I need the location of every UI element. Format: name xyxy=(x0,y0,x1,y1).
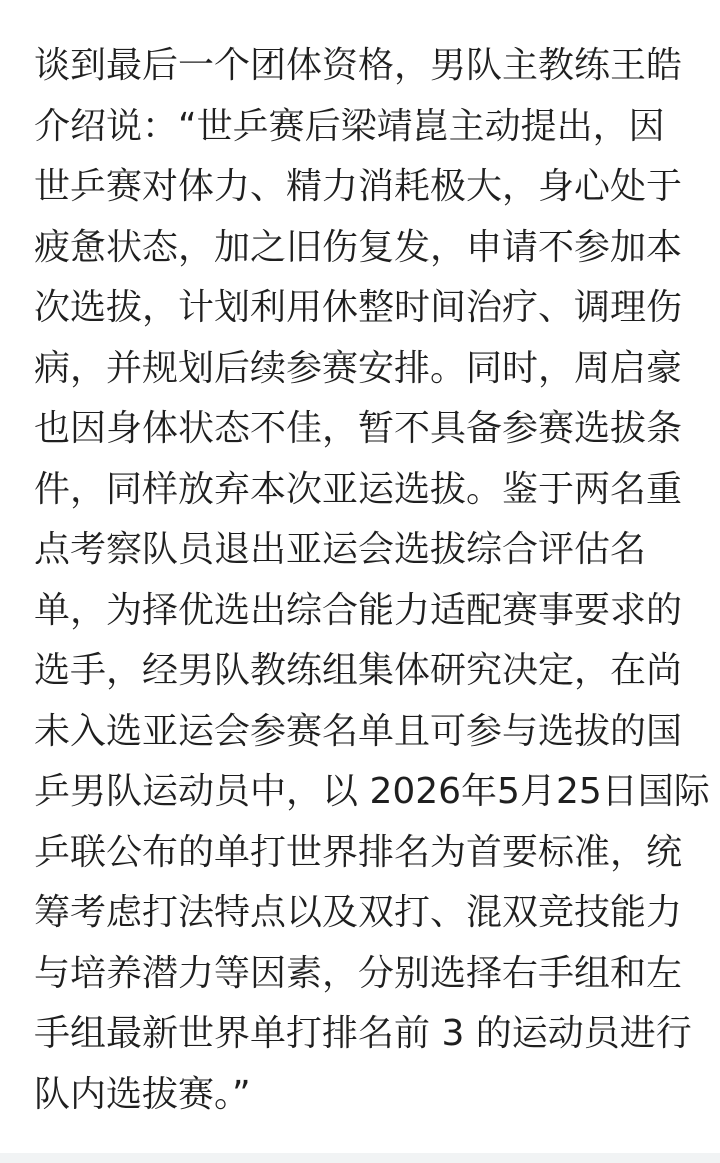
text-line: 世乒赛对体力、精力消耗极大，身心处于 xyxy=(34,166,683,207)
text-line: 疲惫状态，加之旧伤复发，申请不参加本 xyxy=(34,226,683,268)
text-line: 未入选亚运会参赛名单且可参与选拔的国 xyxy=(34,710,683,752)
text-line: 次选拔，计划利用休整时间治疗、调理伤 xyxy=(34,287,683,328)
article-body xyxy=(0,36,720,1125)
text-line: 单，为择优选出综合能力适配赛事要求的 xyxy=(34,589,683,631)
text-line: 也因身体状态不佳，暂不具备参赛选拔条 xyxy=(34,408,683,449)
text-line: 选手，经男队教练组集体研究决定，在尚 xyxy=(34,650,683,691)
text-line: 病，并规划后续参赛安排。同时，周启豪 xyxy=(34,347,683,389)
text-line: 乒男队运动员中，以 2026年5月25日国际 xyxy=(34,771,710,812)
text-line: 介绍说：“世乒赛后梁靖崑主动提出，因 xyxy=(34,105,665,147)
bottom-divider xyxy=(0,1153,720,1163)
text-line: 乒联公布的单打世界排名为首要标准，统 xyxy=(34,831,683,873)
text-line: 件，同样放弃本次亚运选拔。鉴于两名重 xyxy=(34,468,683,510)
text-line: 队内选拔赛。” xyxy=(34,1073,251,1115)
text-line: 手组最新世界单打排名前 3 的运动员进行 xyxy=(34,1013,692,1054)
text-line: 筹考虑打法特点以及双打、混双竞技能力 xyxy=(34,892,683,933)
text-line: 与培养潜力等因素，分别选择右手组和左 xyxy=(34,952,683,994)
text-line: 谈到最后一个团体资格，男队主教练王皓 xyxy=(34,45,683,86)
text-line: 点考察队员退出亚运会选拔综合评估名 xyxy=(34,529,647,570)
